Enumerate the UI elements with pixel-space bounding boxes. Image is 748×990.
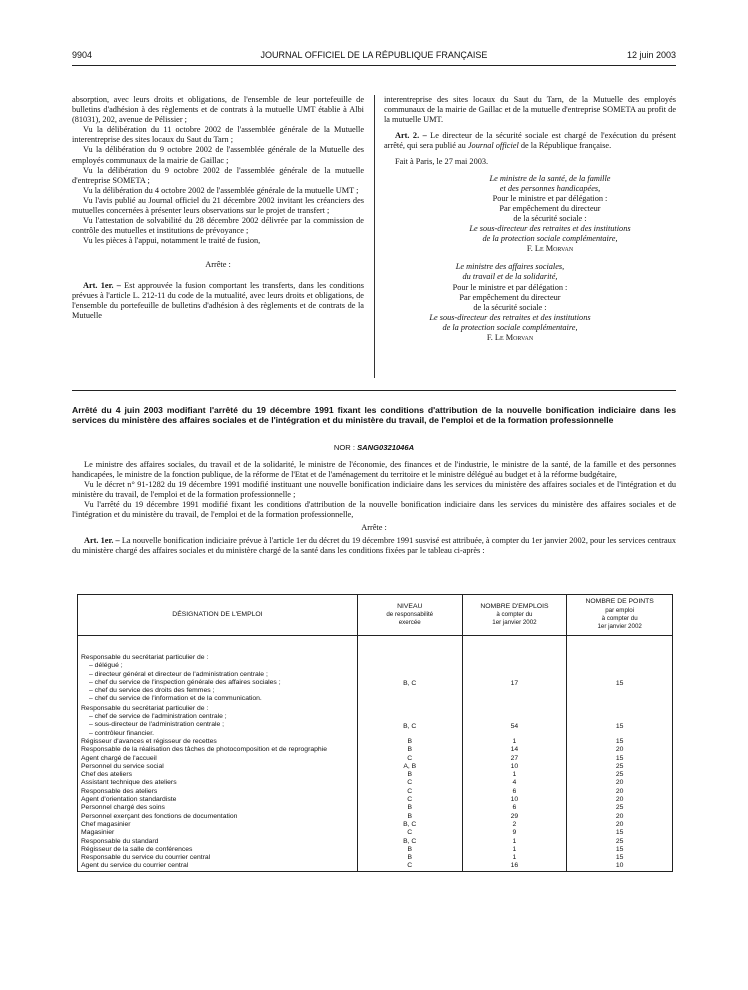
signature-line: du travail et de la solidarité, [462, 272, 558, 282]
signature-line: Le sous-directeur des retraites et des institutions [469, 224, 631, 234]
cell-points: 15 [567, 846, 673, 854]
cell-designation [78, 846, 358, 854]
arrete-body [72, 460, 676, 556]
cell-niveau: C [357, 779, 462, 787]
cell-emplois: 1 [462, 838, 567, 846]
cell-designation [78, 779, 358, 787]
cell-niveau: B [357, 771, 462, 779]
table-row [78, 846, 673, 854]
cell-designation [78, 796, 358, 804]
signature-line: de la sécurité sociale : [513, 213, 587, 223]
header-points [567, 595, 673, 636]
article-1 [72, 281, 364, 321]
cell-niveau: A, B [357, 763, 462, 771]
signature-line: Le sous-directeur des retraites et des institutions [429, 312, 591, 322]
cell-points: 15 [567, 854, 673, 862]
row-label: Agent du service du courrier central [81, 862, 189, 870]
signatory-name: F. Le Morvan [486, 332, 534, 342]
cell-niveau: C [357, 788, 462, 796]
row-label: Responsable de la réalisation des tâches de photocomposition et de reprographie [81, 746, 327, 754]
cell-points: 25 [567, 838, 673, 846]
cell-points: 15 [567, 829, 673, 837]
page-header [72, 50, 676, 64]
cell-niveau: B [357, 804, 462, 812]
cell-designation [78, 838, 358, 846]
article-label: Art. 1er. – [83, 280, 121, 290]
cell-niveau: B [357, 813, 462, 821]
row-label: Personnel exerçant des fonctions de documentation [81, 812, 238, 820]
table-row [78, 862, 673, 871]
cell-niveau: B [357, 854, 462, 862]
cell-emplois: 1 [462, 738, 567, 746]
header-line: à compter du [601, 615, 638, 622]
cell-niveau: B [357, 738, 462, 746]
header-line: 1er janvier 2002 [597, 623, 642, 631]
table-header-row [78, 595, 673, 636]
signature-block-affaires-sociales [384, 262, 636, 343]
paragraph: Vu le décret n° 91-1282 du 19 décembre 1991 modifié instituant une nouvelle bonification indiciaire dans les services du ministère des affaires sociales et de l'intégration et du ministère du travail, de l'emploi et de la formation professionnelle ; [72, 480, 676, 499]
row-label: Agent chargé de l'accueil [81, 754, 157, 762]
issue-date: 12 juin 2003 [626, 50, 676, 60]
cell-niveau: B [357, 846, 462, 854]
paragraph: Le ministre des affaires sociales, du travail et de la solidarité, le ministre de l'économie, des finances et de l'industrie, le ministre de la santé, de la famille et des personnes handicapées, le ministre de la fonction publique, de la réforme de l'Etat et de l'aménagement du territoire et le ministre délégué au budget et à la réforme budgétaire, [72, 460, 676, 479]
paragraph: Vu l'avis publié au Journal officiel du 21 décembre 2002 invitant les créanciers des mutuelles concernées à présenter leurs observations sur le projet de transfert ; [72, 195, 364, 216]
cell-points: 25 [567, 804, 673, 812]
cell-designation [78, 771, 358, 779]
signatory-name: F. Le Morvan [526, 244, 574, 254]
cell-emplois: 1 [462, 854, 567, 862]
group-label: Responsable du secrétariat particulier de : [81, 654, 209, 661]
header-line: par emploi [605, 606, 635, 614]
page-number: 9904 [72, 50, 93, 60]
signature-line: Pour le ministre et par délégation : [492, 193, 608, 203]
group-item: – contrôleur financier. [89, 729, 154, 737]
header-emplois [462, 595, 567, 636]
cell-niveau: B, C [357, 838, 462, 846]
signature-line: de la protection sociale complémentaire, [442, 322, 578, 332]
header-line: NOMBRE DE POINTS [585, 598, 654, 606]
left-column [72, 95, 364, 321]
cell-emplois: 10 [462, 763, 567, 771]
signature-line: de la protection sociale complémentaire, [482, 234, 618, 244]
header-line: à compter du [496, 610, 533, 618]
arrete-word: Arrête : [205, 260, 231, 270]
row-label: Responsable du service du courrier central [81, 854, 211, 862]
group-item: – chef du service de l'information et de la communication. [89, 695, 262, 703]
signature-line: Le ministre de la santé, de la famille [489, 173, 611, 183]
cell-emplois: 9 [462, 829, 567, 837]
group-item: – délégué ; [89, 662, 123, 670]
table-row [78, 755, 673, 763]
cell-points: 20 [567, 821, 673, 829]
journal-reference: Journal officiel [467, 141, 519, 151]
cell-points: 15 [567, 636, 673, 704]
row-label: Assistant technique des ateliers [81, 779, 177, 787]
row-label: Personnel chargé des soins [81, 804, 165, 812]
header-rule [72, 65, 676, 66]
paragraph: Vu la délibération du 4 octobre 2002 de l'assemblée générale de la mutuelle UMT ; [83, 185, 359, 195]
table-row [78, 763, 673, 771]
table-row [78, 704, 673, 738]
cell-designation [78, 788, 358, 796]
cell-points: 25 [567, 763, 673, 771]
signature-line: Par empêchement du directeur [499, 203, 601, 213]
article-text: Le directeur de la sécurité sociale est chargé de l'exécution du présent arrêté, qui sera publié au [384, 131, 677, 151]
table-row [78, 804, 673, 812]
cell-niveau: B, C [357, 821, 462, 829]
article-label: Art. 1er. – [84, 536, 120, 545]
article-text: Est approuvée la fusion comportant les transferts, dans les conditions prévues à l'article L. 212-11 du code de la mutualité, avec leurs droits et obligations, de l'ensemble du portefeuille de bulletins d'adhésion à des règlements et de contrats de la Mutuelle [72, 280, 365, 320]
cell-points: 20 [567, 779, 673, 787]
table-row [78, 796, 673, 804]
article-text: de la République française. [520, 141, 612, 151]
paragraph: Vu la délibération du 9 octobre 2002 de l'assemblée générale de la mutuelle d'entreprise SOMETA ; [72, 165, 364, 185]
signature-line: de la sécurité sociale : [473, 302, 547, 312]
row-label: Agent d'orientation standardiste [81, 796, 177, 804]
signature-line: Le ministre des affaires sociales, [455, 262, 565, 272]
group-item: – directeur général et directeur de l'administration centrale ; [89, 670, 268, 678]
paragraph: Vu la délibération du 9 octobre 2002 de l'assemblée générale de la Mutuelle des employés communaux de la mairie de Gaillac ; [72, 145, 364, 165]
group-item: – sous-directeur de l'administration centrale ; [89, 721, 225, 729]
signature-line: Pour le ministre et par délégation : [452, 282, 568, 292]
cell-emplois: 2 [462, 821, 567, 829]
article-label: Art. 2. – [395, 131, 427, 141]
cell-emplois: 1 [462, 846, 567, 854]
cell-points: 20 [567, 788, 673, 796]
table-row [78, 746, 673, 754]
article-text: La nouvelle bonification indiciaire prévue à l'article 1er du décret du 19 décembre 1991 susvisé est attribuée, à compter du 1er janvier 2002, pour les services centraux du ministère chargé des affaires sociales et du ministère chargé de la santé dans les conditions fixées par le tableau ci-après : [72, 536, 677, 555]
cell-emplois: 29 [462, 813, 567, 821]
table-row [78, 829, 673, 837]
cell-points: 20 [567, 813, 673, 821]
cell-niveau: B [357, 746, 462, 754]
row-label: Responsable du standard [81, 837, 159, 845]
table-row [78, 788, 673, 796]
header-niveau [357, 595, 462, 636]
cell-designation [78, 862, 358, 871]
paragraph: interentreprise des sites locaux du Saut du Tarn, de la Mutuelle des employés communaux de la mairie de Gaillac et de la mutuelle d'entreprise SOMETA au profit de la mutuelle UMT. [384, 95, 676, 125]
row-label: Chef magasinier [81, 820, 131, 828]
cell-niveau: C [357, 796, 462, 804]
column-separator [374, 95, 375, 378]
nor-reference [72, 443, 676, 452]
header-line: NOMBRE D'EMPLOIS [480, 602, 549, 610]
table-row [78, 779, 673, 787]
group-item: – chef du service de l'inspection générale des affaires sociales ; [89, 678, 281, 686]
table-row [78, 738, 673, 746]
cell-emplois: 1 [462, 771, 567, 779]
header-designation: DÉSIGNATION DE L'EMPLOI [78, 595, 358, 636]
header-line: de responsabilité [386, 610, 434, 618]
table-row [78, 813, 673, 821]
fait-a-paris: Fait à Paris, le 27 mai 2003. [395, 157, 489, 167]
cell-designation [78, 636, 358, 704]
row-label: Responsable des ateliers [81, 787, 158, 795]
article-2 [384, 131, 676, 151]
journal-title: JOURNAL OFFICIEL DE LA RÉPUBLIQUE FRANÇAISE [260, 50, 488, 60]
row-label: Régisseur de la salle de conférences [81, 845, 193, 853]
cell-designation [78, 738, 358, 746]
article-1 [72, 536, 676, 556]
cell-designation [78, 813, 358, 821]
arrete-title: Arrêté du 4 juin 2003 modifiant l'arrêté du 19 décembre 1991 fixant les conditions d'attribution de la nouvelle bonification indiciaire dans les services du ministère des affaires sociales et de l'intégration et du ministère du travail, de l'emploi et de la formation professionnelle [72, 405, 676, 425]
cell-emplois: 17 [462, 636, 567, 704]
cell-emplois: 16 [462, 862, 567, 871]
signature-line: et des personnes handicapées, [499, 183, 601, 193]
cell-emplois: 4 [462, 779, 567, 787]
nor-label: NOR : [333, 443, 355, 452]
header-line: NIVEAU [397, 602, 423, 610]
cell-niveau: C [357, 862, 462, 871]
cell-niveau: B, C [357, 636, 462, 704]
cell-designation [78, 804, 358, 812]
section-rule [72, 390, 676, 391]
cell-designation [78, 829, 358, 837]
row-label: Personnel du service social [81, 762, 164, 770]
paragraph: Vu l'arrêté du 19 décembre 1991 modifié fixant les conditions d'attribution de la nouvelle bonification indiciaire dans les services du ministère des affaires sociales et de l'intégration et du ministère du travail, de l'emploi et de la formation professionnelle, [72, 500, 676, 519]
cell-emplois: 10 [462, 796, 567, 804]
paragraph: Vu la délibération du 11 octobre 2002 de l'assemblée générale de la Mutuelle interentreprise des sites locaux du Saut du Tarn ; [72, 125, 364, 145]
right-column [384, 95, 676, 343]
row-label: Chef des ateliers [81, 771, 133, 779]
cell-designation [78, 854, 358, 862]
signature-block-sante [424, 174, 676, 255]
cell-emplois: 14 [462, 746, 567, 754]
cell-emplois: 54 [462, 704, 567, 738]
cell-emplois: 6 [462, 788, 567, 796]
cell-points: 15 [567, 755, 673, 763]
cell-niveau: C [357, 755, 462, 763]
table-row [78, 771, 673, 779]
cell-designation [78, 746, 358, 754]
paragraph: Vu l'attestation de solvabilité du 28 décembre 2002 délivrée par la commission de contrôle des mutuelles et institutions de prévoyance ; [72, 216, 364, 236]
cell-points: 20 [567, 796, 673, 804]
table-row [78, 854, 673, 862]
row-label: Régisseur d'avances et régisseur de recettes [81, 737, 217, 745]
group-item: – chef de service de l'administration centrale ; [89, 713, 227, 721]
group-label: Responsable du secrétariat particulier de : [81, 704, 209, 712]
row-label: Magasinier [81, 829, 115, 837]
cell-points: 20 [567, 746, 673, 754]
header-line: 1er janvier 2002 [492, 619, 537, 627]
paragraph: absorption, avec leurs droits et obligations, de l'ensemble de leur portefeuille de bulletins d'adhésion à des règlements et de contrats à la mutuelle UMT établie à Albi (81031), 202, avenue de Pélissier ; [72, 95, 364, 125]
header-line: exercée [398, 619, 421, 627]
cell-points: 15 [567, 738, 673, 746]
cell-points: 10 [567, 862, 673, 871]
bonification-table [77, 594, 673, 872]
cell-points: 25 [567, 771, 673, 779]
table-rows [78, 738, 673, 871]
cell-points: 15 [567, 704, 673, 738]
cell-designation [78, 755, 358, 763]
cell-designation [78, 704, 358, 738]
group-item: – chef du service des droits des femmes ; [89, 687, 215, 695]
cell-emplois: 27 [462, 755, 567, 763]
paragraph: Vu les pièces à l'appui, notamment le traité de fusion, [83, 236, 261, 246]
arrete-word: Arrête : [361, 523, 387, 532]
cell-designation [78, 821, 358, 829]
table-row [78, 636, 673, 704]
table-row [78, 821, 673, 829]
cell-emplois: 6 [462, 804, 567, 812]
nor-code: SANG0321046A [357, 443, 415, 452]
table-row [78, 838, 673, 846]
cell-niveau: C [357, 829, 462, 837]
cell-designation [78, 763, 358, 771]
cell-niveau: B, C [357, 704, 462, 738]
signature-line: Par empêchement du directeur [459, 292, 561, 302]
